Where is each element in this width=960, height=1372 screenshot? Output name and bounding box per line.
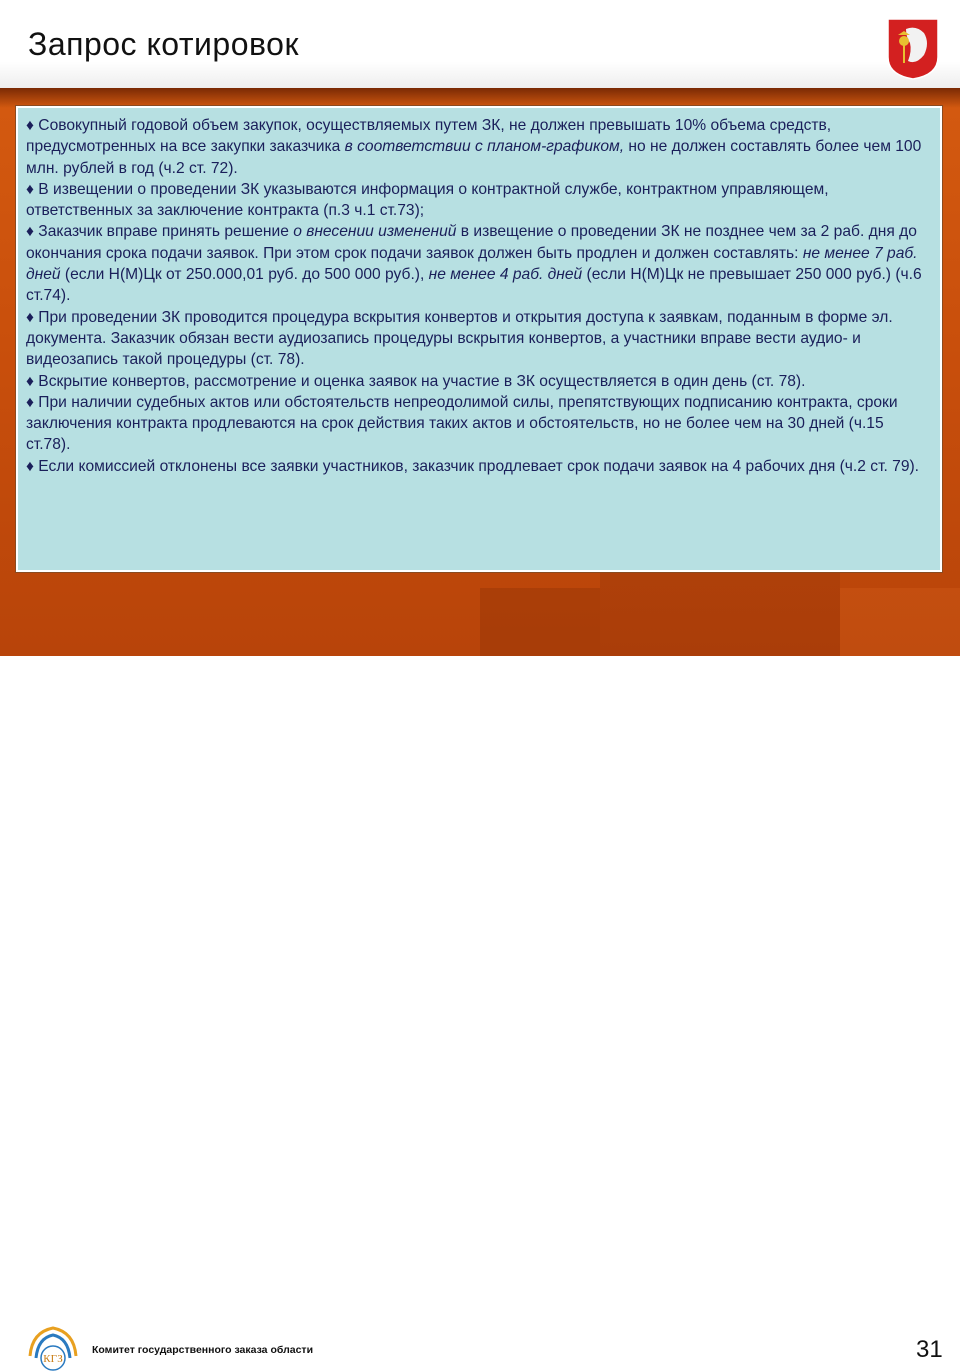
emphasized-text: в соответствии с планом-графиком, — [344, 138, 625, 156]
emphasized-text: о внесении изменений — [293, 223, 457, 241]
footer-organization-name: Комитет государственного заказа области — [92, 1344, 314, 1356]
emphasized-text: не менее 7 раб. дней — [26, 244, 918, 284]
paragraph-text: Заказчик вправе принять решение — [33, 223, 294, 241]
paragraph-text: но не должен составлять более чем 100 млн. рублей в год (ч.2 ст. 72). — [26, 138, 922, 177]
paragraph-text: Совокупный годовой объем закупок, осуществляемых путем ЗК, не должен превышать 10% объема средств, предусмотренных на все закупки заказчика — [26, 117, 832, 156]
diamond-bullet-icon: ♦ — [26, 457, 34, 475]
paragraph-text: Вскрытие конвертов, рассмотрение и оценка заявок на участие в ЗК осуществляется в один день (ст. 78). — [33, 372, 806, 390]
slide-footer — [0, 656, 960, 1365]
band-top-shade — [0, 88, 960, 108]
paragraph-text: При проведении ЗК проводится процедура вскрытия конвертов и открытия доступа к заявкам, поданным в форме эл. документа. Заказчик обязан вести аудиозапись процедуры вскрытия конвертов, а участники вправе вести аудио- и видеозапись такой процедуры (ст. 78). — [26, 308, 893, 369]
slide-title: Запрос котировок — [28, 26, 299, 62]
decor-block — [480, 588, 600, 656]
diamond-bullet-icon: ♦ — [26, 117, 34, 134]
diamond-bullet-icon: ♦ — [26, 180, 34, 198]
paragraph-text: В извещении о проведении ЗК указываются информация о контрактной службе, контрактном управляющем, ответственных за заключение контракта (п.3 ч.1 ст.73); — [26, 180, 829, 220]
bullet-paragraph — [26, 179, 932, 222]
content-text — [26, 115, 932, 477]
bullet-paragraph — [26, 115, 932, 179]
paragraph-text: Если комиссией отклонены все заявки участников, заказчик продлевает срок подачи заявок на 4 рабочих дня (ч.2 ст. 79). — [33, 457, 920, 475]
bullet-paragraph — [26, 371, 932, 392]
decor-block — [840, 588, 960, 656]
bullet-paragraph — [26, 456, 932, 477]
diamond-bullet-icon: ♦ — [26, 308, 34, 326]
coat-of-arms-icon — [886, 17, 940, 81]
emphasized-text: не менее 4 раб. дней — [428, 266, 583, 284]
paragraph-text: (если Н(М)Цк не превышает 250 000 руб.) (ч.6 ст.74). — [26, 266, 922, 305]
bullet-paragraph — [26, 307, 932, 371]
paragraph-text: При наличии судебных актов или обстоятельств непреодолимой силы, препятствующих подписанию контракта, сроки заключения контракта продлеваются на срок действия таких актов и обстоятельств, но не более чем на 30 дней (ч.15 ст.78). — [26, 393, 898, 454]
diamond-bullet-icon: ♦ — [26, 393, 34, 411]
page-number: 31 — [916, 1336, 943, 1363]
bullet-paragraph — [26, 221, 932, 306]
committee-logo-icon — [26, 1322, 80, 1372]
paragraph-text: в извещение о проведении ЗК не позднее чем за 2 раб. дня до окончания срока подачи заявок. При этом срок подачи заявок должен быть продлен и должен составлять: — [26, 223, 917, 262]
decor-block — [600, 568, 840, 656]
paragraph-text: (если Н(М)Цк от 250.000,01 руб. до 500 000 руб.), — [60, 266, 429, 284]
slide-header — [0, 0, 960, 88]
diamond-bullet-icon: ♦ — [26, 223, 34, 241]
diamond-bullet-icon: ♦ — [26, 372, 34, 390]
logo-text: КГЗ — [43, 1353, 63, 1365]
bullet-paragraph — [26, 392, 932, 456]
